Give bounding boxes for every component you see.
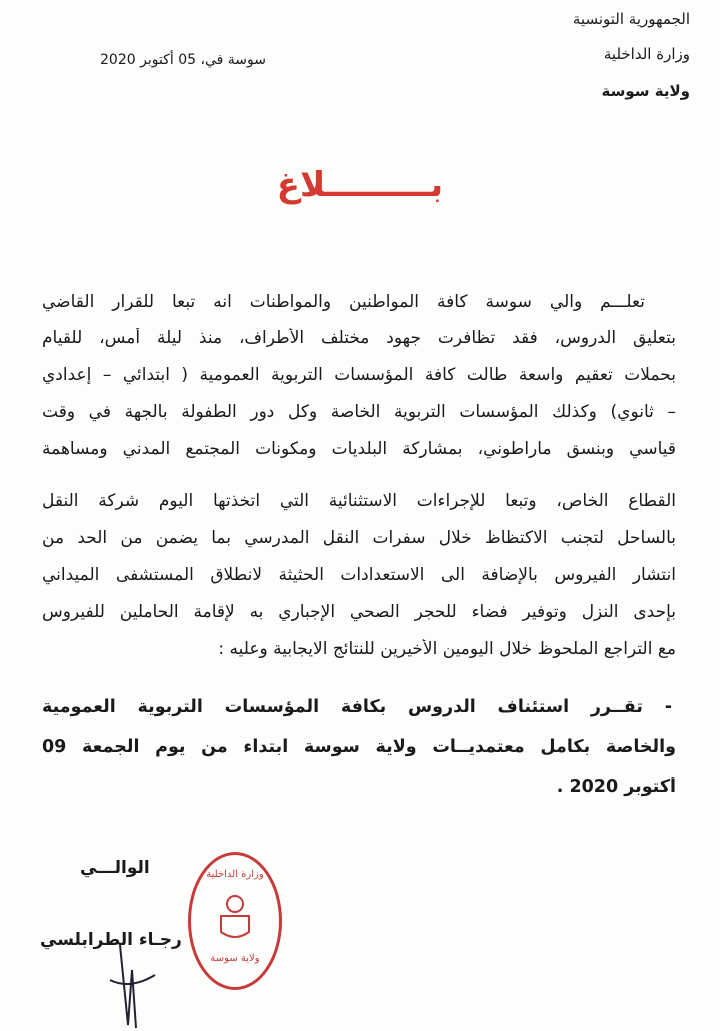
header-governorate: ولاية سوسة [601,82,690,100]
body-line: بحملات تعقيم واسعة طالت كافة المؤسسات التربوية العمومية ( ابتدائي – إعدادي [42,365,676,385]
handwritten-signature [100,940,160,1030]
body-line: مع التراجع الملحوظ خلال اليومين الأخيرين للنتائج الايجابية وعليه : [218,639,676,659]
body-line: القطاع الخاص، وتبعا للإجراءات الاستثنائية التي اتخذتها اليوم شركة النقل [42,491,676,511]
body-line: تعلـــم والي سوسة كافة المواطنين والمواطنات انه تبعا للقرار القاضي [42,292,645,312]
header-republic: الجمهورية التونسية [572,10,690,28]
official-stamp [188,852,282,990]
body-line: بتعليق الدروس، فقد تظافرت جهود مختلف الأطراف، منذ ليلة أمس، للقيام [42,328,676,348]
decision-line: - تقــرر استئناف الدروس بكافة المؤسسات التربوية العمومية [42,697,672,717]
document-date: سوسة في، 05 أكتوبر 2020 [100,52,266,68]
emblem-icon [215,892,255,942]
body-line: بالساحل لتجنب الاكتظاظ خلال سفرات النقل المدرسي بما يضمن من الحد من [42,528,676,548]
decision-line: والخاصة بكامل معتمديــات ولاية سوسة ابتداء من يوم الجمعة 09 [42,737,676,757]
body-line: انتشار الفيروس بالإضافة الى الاستعدادات الحثيثة لانطلاق المستشفى الميداني [42,565,676,585]
header-ministry: وزارة الداخلية [603,45,690,63]
body-line: قياسي وبنسق ماراطوني، بمشاركة البلديات ومكونات المجتمع المدني ومساهمة [42,439,676,459]
stamp-text-bottom: ولاية سوسة [210,953,260,964]
signature-name: رجـاء الطرابلسي [40,930,182,950]
decision-line: أكتوبر 2020 . [556,777,676,797]
body-line: – ثانوي) وكذلك المؤسسات التربوية الخاصة وكل دور الطفولة بالجهة في وقت [42,402,676,422]
document-title: بـــــــــلاغ [276,165,444,205]
body-line: بإحدى النزل وتوفير فضاء للحجر الصحي الإجباري به لإقامة الحاملين للفيروس [42,602,676,622]
signature-role: الوالـــي [80,858,150,878]
stamp-text-top: وزارة الداخلية [206,869,264,880]
